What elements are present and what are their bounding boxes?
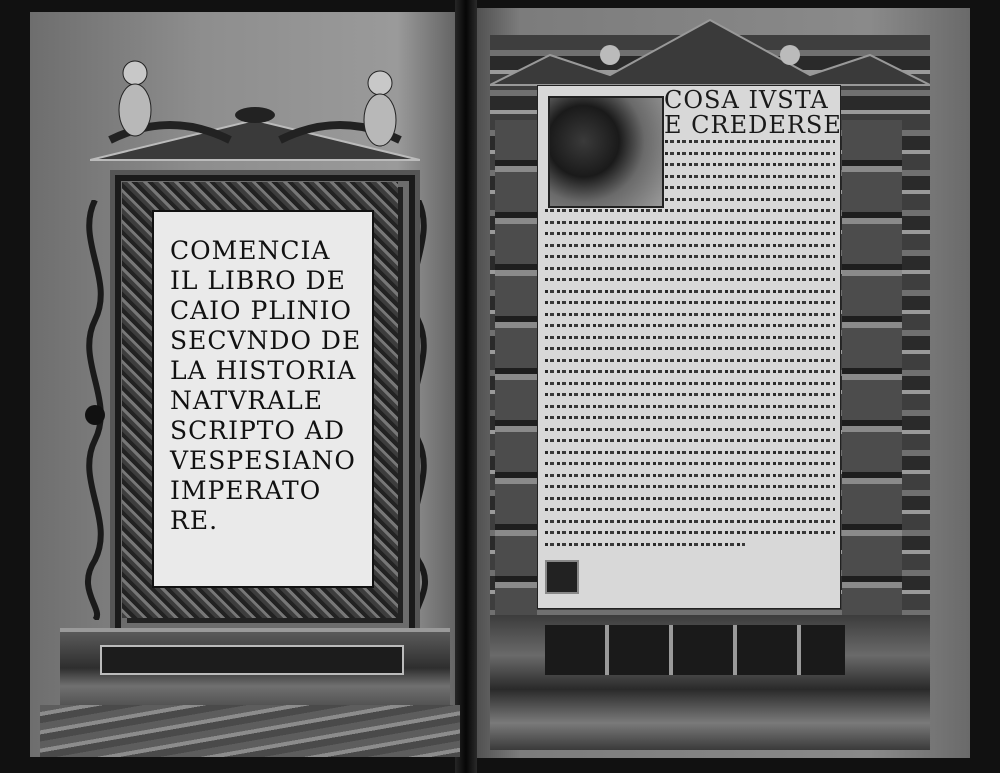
script-line (665, 175, 835, 178)
manuscript-text-block (545, 140, 835, 560)
script-line (545, 497, 835, 500)
title-line: COMENCIA (170, 236, 331, 265)
script-line (545, 359, 835, 362)
title-line: RE. (170, 506, 219, 535)
title-line: IMPERATO (170, 476, 322, 505)
script-line (545, 370, 835, 373)
cherub-right-figure (350, 65, 410, 165)
script-line (545, 336, 835, 339)
script-line (545, 382, 835, 385)
script-line (545, 428, 835, 431)
script-line (545, 347, 835, 350)
title-line: CAIO PLINIO (170, 296, 353, 325)
script-line (665, 163, 835, 166)
script-line (545, 301, 835, 304)
rocky-ground (40, 705, 460, 757)
title-line: LA HISTORIA (170, 356, 357, 385)
incipit-line: COSA IVSTA (664, 86, 829, 114)
script-line (545, 313, 835, 316)
script-line (545, 543, 745, 546)
script-line (545, 451, 835, 454)
script-line (545, 485, 835, 488)
illuminated-initial (545, 560, 579, 594)
script-line (545, 278, 835, 281)
script-line (545, 531, 835, 534)
right-column-niches (842, 120, 902, 620)
incipit-heading (664, 86, 842, 139)
script-line (545, 416, 835, 419)
pedestal-panel (100, 645, 404, 675)
script-line (665, 186, 835, 189)
script-line (545, 290, 835, 293)
script-line (545, 393, 835, 396)
script-line (545, 520, 835, 523)
cherub-left-figure (105, 55, 165, 155)
vine-ornament-left (75, 200, 115, 620)
script-line (545, 439, 835, 442)
title-line: NATVRALE (170, 386, 324, 415)
script-line (545, 462, 835, 465)
bottom-panels (545, 625, 845, 675)
script-line (545, 244, 835, 247)
script-line (545, 474, 835, 477)
script-line (665, 198, 835, 201)
script-line (545, 508, 835, 511)
script-line (665, 140, 835, 143)
script-line (545, 209, 835, 212)
title-line: SECVNDO DE (170, 326, 362, 355)
left-column-niches (495, 120, 537, 620)
title-line: IL LIBRO DE (170, 266, 346, 295)
top-ornament (490, 15, 930, 90)
script-line (545, 255, 835, 258)
script-line (545, 232, 835, 235)
title-line: VESPESIANO (170, 446, 356, 475)
incipit-line: E CREDERSE (664, 111, 842, 139)
script-line (545, 324, 835, 327)
script-line (665, 152, 835, 155)
title-panel (152, 210, 374, 588)
title-line: SCRIPTO AD (170, 416, 345, 445)
book-gutter (455, 0, 477, 773)
script-line (545, 221, 835, 224)
script-line (545, 267, 835, 270)
script-line (545, 405, 835, 408)
